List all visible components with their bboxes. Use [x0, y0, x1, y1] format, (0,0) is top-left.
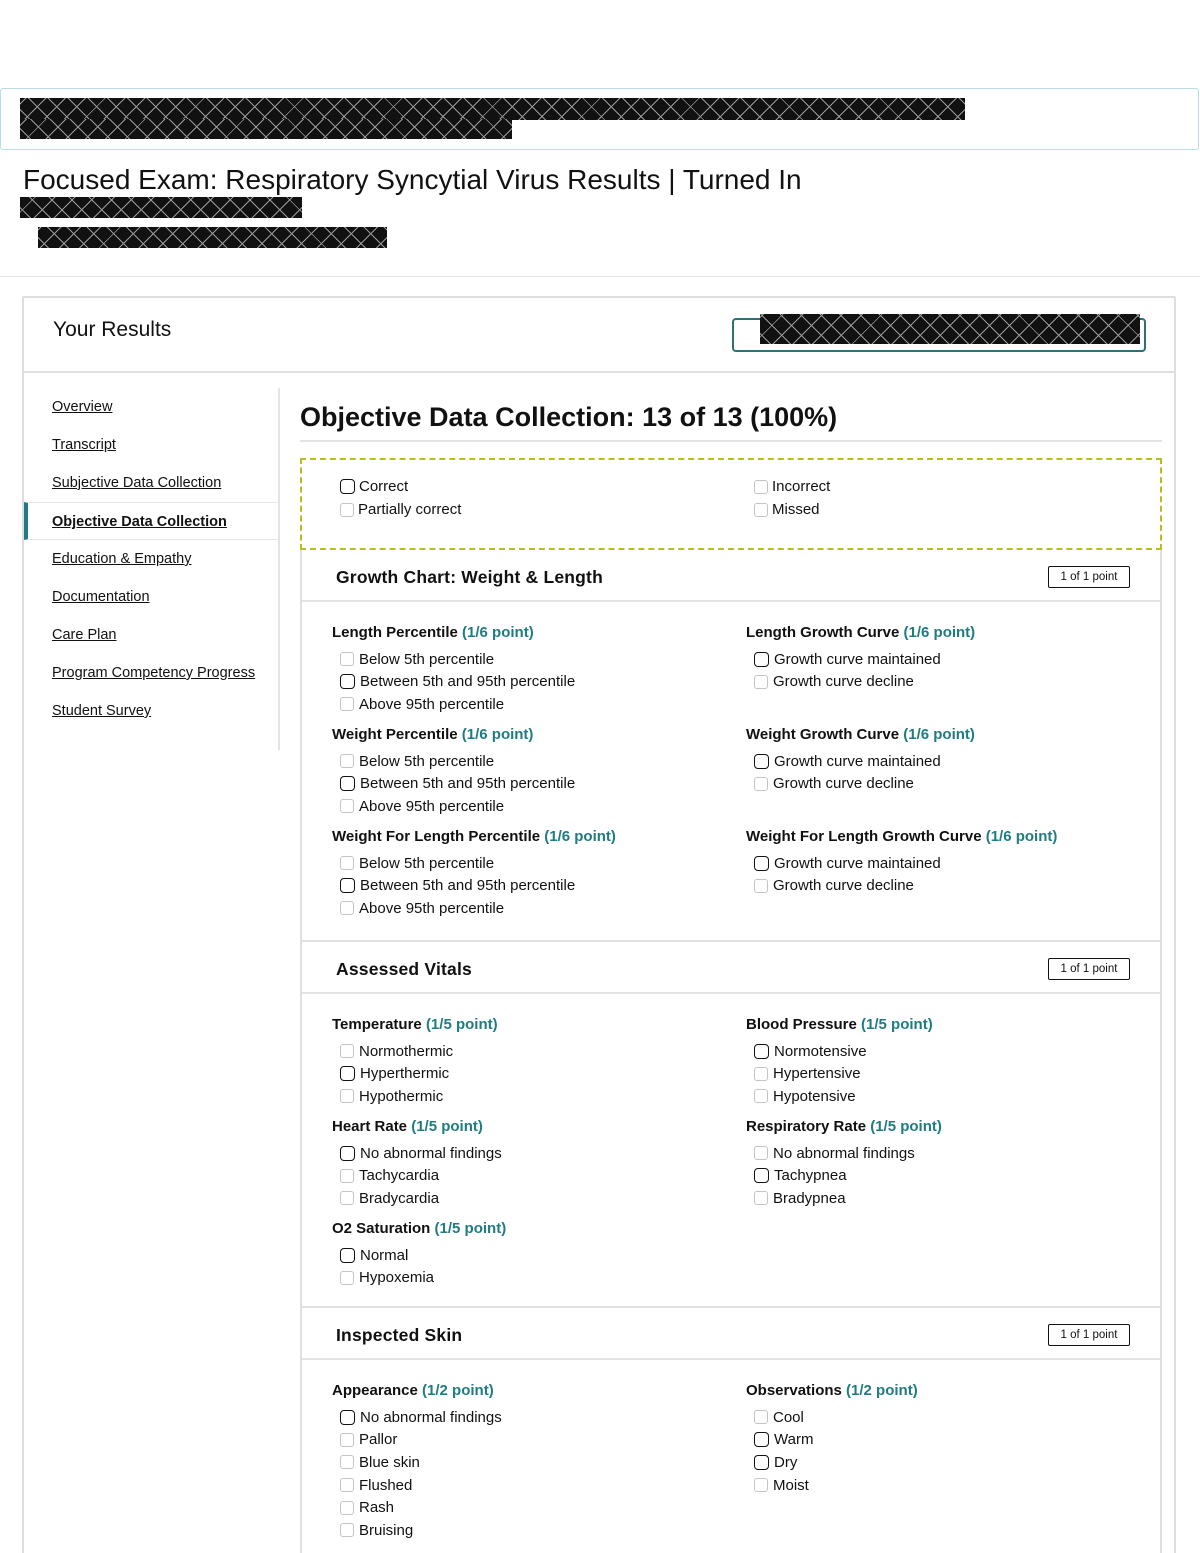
panel-title: Inspected Skin — [336, 1325, 463, 1345]
panel-title: Growth Chart: Weight & Length — [336, 567, 603, 587]
panel-assessed-vitals — [300, 942, 1162, 1308]
checkbox-checked-icon — [754, 1168, 769, 1183]
legend — [300, 458, 1162, 550]
checkbox-checked-icon — [340, 878, 355, 893]
panel-header — [302, 942, 1160, 994]
option-group-o2-saturation — [332, 1220, 732, 1289]
redacted-course-info — [38, 227, 387, 248]
option-label: Warm — [774, 1431, 814, 1449]
option-label: Below 5th percentile — [359, 854, 495, 872]
checkbox-checked-icon — [340, 1066, 355, 1081]
option-item — [746, 1451, 1146, 1474]
option-label: Growth curve decline — [773, 673, 914, 691]
option-group-points: (1/2 point) — [422, 1382, 494, 1399]
checkbox-unchecked-icon — [340, 799, 354, 813]
panel-inspected-skin — [300, 1308, 1162, 1553]
checkbox-checked-icon — [340, 1410, 355, 1425]
results-header — [24, 298, 1174, 373]
sidebar-item-subjective-data[interactable]: Subjective Data Collection — [52, 475, 222, 491]
panel-growth-chart — [300, 550, 1162, 942]
option-group-points: (1/6 point) — [462, 624, 534, 641]
option-group-heading — [332, 1220, 732, 1244]
option-group-heart-rate — [332, 1118, 732, 1210]
legend-incorrect — [754, 478, 830, 495]
top-banner — [0, 88, 1199, 150]
sidebar-item-transcript[interactable]: Transcript — [52, 437, 116, 453]
option-group-weight-growth-curve — [746, 726, 1146, 795]
option-item — [332, 750, 732, 773]
option-item — [746, 671, 1146, 694]
option-group-heading — [332, 828, 732, 852]
option-label: Dry — [774, 1453, 798, 1471]
sidebar-item-student-survey[interactable]: Student Survey — [52, 703, 152, 719]
redacted-student-name — [20, 197, 302, 218]
option-item — [332, 671, 732, 694]
checkbox-unchecked-icon — [340, 1455, 354, 1469]
checkbox-unchecked-icon — [340, 1523, 354, 1537]
option-item — [332, 897, 732, 920]
option-label: Pallor — [359, 1431, 398, 1449]
option-group-length-growth-curve — [746, 624, 1146, 693]
panel-body — [302, 1360, 1160, 1553]
option-item — [746, 1429, 1146, 1452]
checkbox-checked-icon — [340, 776, 355, 791]
option-group-points: (1/5 point) — [870, 1118, 942, 1135]
option-group-heading — [332, 1016, 732, 1040]
option-group-label: Heart Rate — [332, 1118, 408, 1135]
option-label: Hypothermic — [359, 1087, 444, 1105]
option-item — [332, 1451, 732, 1474]
checkbox-unchecked-icon — [340, 1044, 354, 1058]
option-item — [332, 795, 732, 818]
option-item — [746, 750, 1146, 773]
option-group-respiratory-rate — [746, 1118, 1146, 1210]
redacted-banner-text-2 — [20, 119, 512, 139]
panel-body — [302, 602, 1160, 940]
checkbox-unchecked-icon — [340, 901, 354, 915]
redacted-banner-text — [20, 98, 965, 120]
option-group-blood-pressure — [746, 1016, 1146, 1108]
option-group-observations — [746, 1382, 1146, 1496]
option-item — [746, 648, 1146, 671]
option-item — [332, 1519, 732, 1542]
option-label: Hypotensive — [773, 1087, 856, 1105]
option-group-heading — [332, 1382, 732, 1406]
option-group-label: Length Growth Curve — [746, 624, 900, 641]
checkbox-unchecked-icon — [754, 1146, 768, 1160]
option-item — [332, 1063, 732, 1086]
option-item — [332, 1429, 732, 1452]
checkbox-checked-icon — [340, 674, 355, 689]
points-badge: 1 of 1 point — [1048, 1324, 1130, 1346]
option-group-points: (1/5 point) — [434, 1220, 507, 1237]
option-group-label: Observations — [746, 1382, 842, 1399]
option-group-points: (1/6 point) — [903, 624, 976, 641]
option-group-label: Weight For Length Percentile — [332, 828, 541, 845]
option-item — [746, 852, 1146, 875]
option-label: Bradycardia — [359, 1189, 440, 1207]
option-group-heading — [746, 1382, 1146, 1406]
option-label: Growth curve maintained — [774, 854, 941, 872]
option-label: Normothermic — [359, 1042, 454, 1060]
option-item — [746, 1165, 1146, 1188]
option-item — [332, 1187, 732, 1210]
checkbox-checked-icon — [340, 479, 355, 494]
option-item — [332, 1142, 732, 1165]
option-label: Hyperthermic — [360, 1065, 450, 1083]
option-label: Flushed — [359, 1476, 413, 1494]
checkbox-unchecked-icon — [340, 697, 354, 711]
legend-correct — [340, 478, 408, 495]
checkbox-unchecked-icon — [754, 675, 768, 689]
option-group-heading — [332, 726, 732, 750]
option-item — [332, 1474, 732, 1497]
checkbox-checked-icon — [754, 754, 769, 769]
option-item — [332, 875, 732, 898]
option-label: Bradypnea — [773, 1189, 846, 1207]
checkbox-unchecked-icon — [754, 1191, 768, 1205]
option-label: Growth curve maintained — [774, 650, 941, 668]
option-group-points: (1/6 point) — [903, 726, 975, 743]
points-badge: 1 of 1 point — [1048, 958, 1130, 980]
legend-label: Correct — [359, 478, 409, 495]
option-item — [746, 773, 1146, 796]
option-label: Rash — [359, 1499, 395, 1517]
option-label: Between 5th and 95th percentile — [360, 775, 576, 793]
checkbox-checked-icon — [340, 1146, 355, 1161]
legend-label: Partially correct — [358, 501, 462, 518]
checkbox-checked-icon — [754, 1455, 769, 1470]
points-badge: 1 of 1 point — [1048, 566, 1130, 588]
option-group-label: Appearance — [332, 1382, 418, 1399]
checkbox-unchecked-icon — [754, 1478, 768, 1492]
checkbox-unchecked-icon — [340, 1271, 354, 1285]
sidebar-item-overview[interactable]: Overview — [52, 399, 113, 415]
sidebar-item-care-plan[interactable]: Care Plan — [52, 627, 117, 643]
option-label: Growth curve decline — [773, 775, 914, 793]
option-group-points: (1/5 point) — [411, 1118, 483, 1135]
option-group-label: Weight For Length Growth Curve — [746, 828, 982, 845]
option-group-label: Weight Growth Curve — [746, 726, 900, 743]
redacted-attempt-label — [760, 314, 1140, 344]
option-item — [746, 1142, 1146, 1165]
option-group-points: (1/6 point) — [985, 828, 1058, 845]
sidebar-item-objective-data[interactable]: Objective Data Collection — [24, 502, 278, 540]
option-label: Below 5th percentile — [359, 752, 495, 770]
checkbox-unchecked-icon — [340, 1433, 354, 1447]
option-item — [746, 1040, 1146, 1063]
option-label: Cool — [773, 1408, 804, 1426]
option-item — [332, 1267, 732, 1290]
option-label: Above 95th percentile — [359, 797, 505, 815]
checkbox-unchecked-icon — [340, 856, 354, 870]
option-label: Normal — [360, 1246, 409, 1264]
option-label: Blue skin — [359, 1453, 420, 1471]
option-item — [746, 875, 1146, 898]
option-item — [746, 1474, 1146, 1497]
sidebar-item-documentation[interactable]: Documentation — [52, 589, 150, 605]
checkbox-checked-icon — [754, 652, 769, 667]
option-group-weight-percentile — [332, 726, 732, 818]
option-label: Hypoxemia — [359, 1269, 435, 1287]
checkbox-unchecked-icon — [340, 754, 354, 768]
option-item — [332, 1165, 732, 1188]
option-group-points: (1/6 point) — [461, 726, 534, 743]
checkbox-unchecked-icon — [754, 503, 768, 517]
attempt-select[interactable] — [732, 318, 1146, 352]
option-group-heading — [746, 828, 1146, 852]
legend-label: Missed — [772, 501, 820, 518]
option-label: Growth curve maintained — [774, 752, 941, 770]
panel-header — [302, 1308, 1160, 1360]
option-item — [332, 693, 732, 716]
option-label: Hypertensive — [773, 1065, 861, 1083]
option-label: Tachypnea — [774, 1167, 847, 1185]
main-content — [300, 388, 1162, 1553]
option-label: Tachycardia — [359, 1167, 440, 1185]
option-item — [332, 852, 732, 875]
option-label: Above 95th percentile — [359, 695, 505, 713]
option-group-heading — [746, 1016, 1146, 1040]
results-sidebar — [24, 388, 280, 750]
option-item — [746, 1063, 1146, 1086]
checkbox-unchecked-icon — [340, 652, 354, 666]
legend-label: Incorrect — [772, 478, 831, 495]
checkbox-unchecked-icon — [340, 1501, 354, 1515]
checkbox-unchecked-icon — [340, 1089, 354, 1103]
results-card — [22, 296, 1176, 1553]
legend-partially-correct — [340, 501, 461, 518]
checkbox-unchecked-icon — [754, 879, 768, 893]
checkbox-unchecked-icon — [340, 1191, 354, 1205]
option-label: Growth curve decline — [773, 877, 914, 895]
panel-body — [302, 994, 1160, 1306]
option-group-points: (1/6 point) — [544, 828, 616, 845]
sidebar-item-education-empathy[interactable]: Education & Empathy — [52, 551, 192, 567]
option-group-heading — [332, 1118, 732, 1142]
panel-title: Assessed Vitals — [336, 959, 472, 979]
results-title: Your Results — [53, 318, 172, 341]
option-group-label: Weight Percentile — [332, 726, 458, 743]
checkbox-unchecked-icon — [754, 777, 768, 791]
option-item — [746, 1406, 1146, 1429]
checkbox-unchecked-icon — [754, 480, 768, 494]
checkbox-unchecked-icon — [754, 1410, 768, 1424]
option-label: Between 5th and 95th percentile — [360, 877, 576, 895]
option-group-heading — [746, 726, 1146, 750]
option-group-appearance — [332, 1382, 732, 1542]
option-group-heading — [332, 624, 732, 648]
option-group-length-percentile — [332, 624, 732, 716]
checkbox-checked-icon — [754, 1432, 769, 1447]
option-label: Moist — [773, 1476, 809, 1494]
option-group-label: Temperature — [332, 1016, 422, 1033]
sidebar-item-competency-progress[interactable]: Program Competency Progress — [52, 665, 256, 681]
option-item — [746, 1085, 1146, 1108]
option-group-weight-for-length-growth-curve — [746, 828, 1146, 897]
section-title: Objective Data Collection: 13 of 13 (100%) — [300, 388, 1162, 442]
option-label: No abnormal findings — [360, 1144, 502, 1162]
option-label: No abnormal findings — [360, 1408, 502, 1426]
checkbox-checked-icon — [754, 1044, 769, 1059]
option-group-points: (1/5 point) — [861, 1016, 933, 1033]
option-group-label: Blood Pressure — [746, 1016, 857, 1033]
page-title: Focused Exam: Respiratory Syncytial Virus Results | Turned In — [23, 164, 802, 195]
checkbox-checked-icon — [754, 856, 769, 871]
option-label: Below 5th percentile — [359, 650, 495, 668]
option-label: No abnormal findings — [773, 1144, 915, 1162]
option-item — [332, 1406, 732, 1429]
option-group-label: Respiratory Rate — [746, 1118, 867, 1135]
option-group-label: O2 Saturation — [332, 1220, 431, 1237]
legend-missed — [754, 501, 820, 518]
option-label: Above 95th percentile — [359, 899, 505, 917]
option-item — [332, 648, 732, 671]
checkbox-unchecked-icon — [754, 1089, 768, 1103]
checkbox-unchecked-icon — [754, 1067, 768, 1081]
checkbox-unchecked-icon — [340, 1169, 354, 1183]
option-group-heading — [746, 1118, 1146, 1142]
option-item — [332, 773, 732, 796]
option-label: Between 5th and 95th percentile — [360, 673, 576, 691]
option-label: Normotensive — [774, 1042, 867, 1060]
option-group-temperature — [332, 1016, 732, 1108]
panel-header — [302, 550, 1160, 602]
checkbox-checked-icon — [340, 1248, 355, 1263]
option-group-points: (1/5 point) — [425, 1016, 498, 1033]
checkbox-unchecked-icon — [340, 1478, 354, 1492]
option-item — [746, 1187, 1146, 1210]
option-group-weight-for-length-percentile — [332, 828, 732, 920]
option-item — [332, 1244, 732, 1267]
checkbox-unchecked-icon — [340, 503, 354, 517]
option-group-points: (1/2 point) — [846, 1382, 918, 1399]
option-group-heading — [746, 624, 1146, 648]
option-label: Bruising — [359, 1521, 414, 1539]
header-divider — [0, 276, 1200, 277]
option-item — [332, 1085, 732, 1108]
option-group-label: Length Percentile — [332, 624, 458, 641]
option-item — [332, 1496, 732, 1519]
option-item — [332, 1040, 732, 1063]
